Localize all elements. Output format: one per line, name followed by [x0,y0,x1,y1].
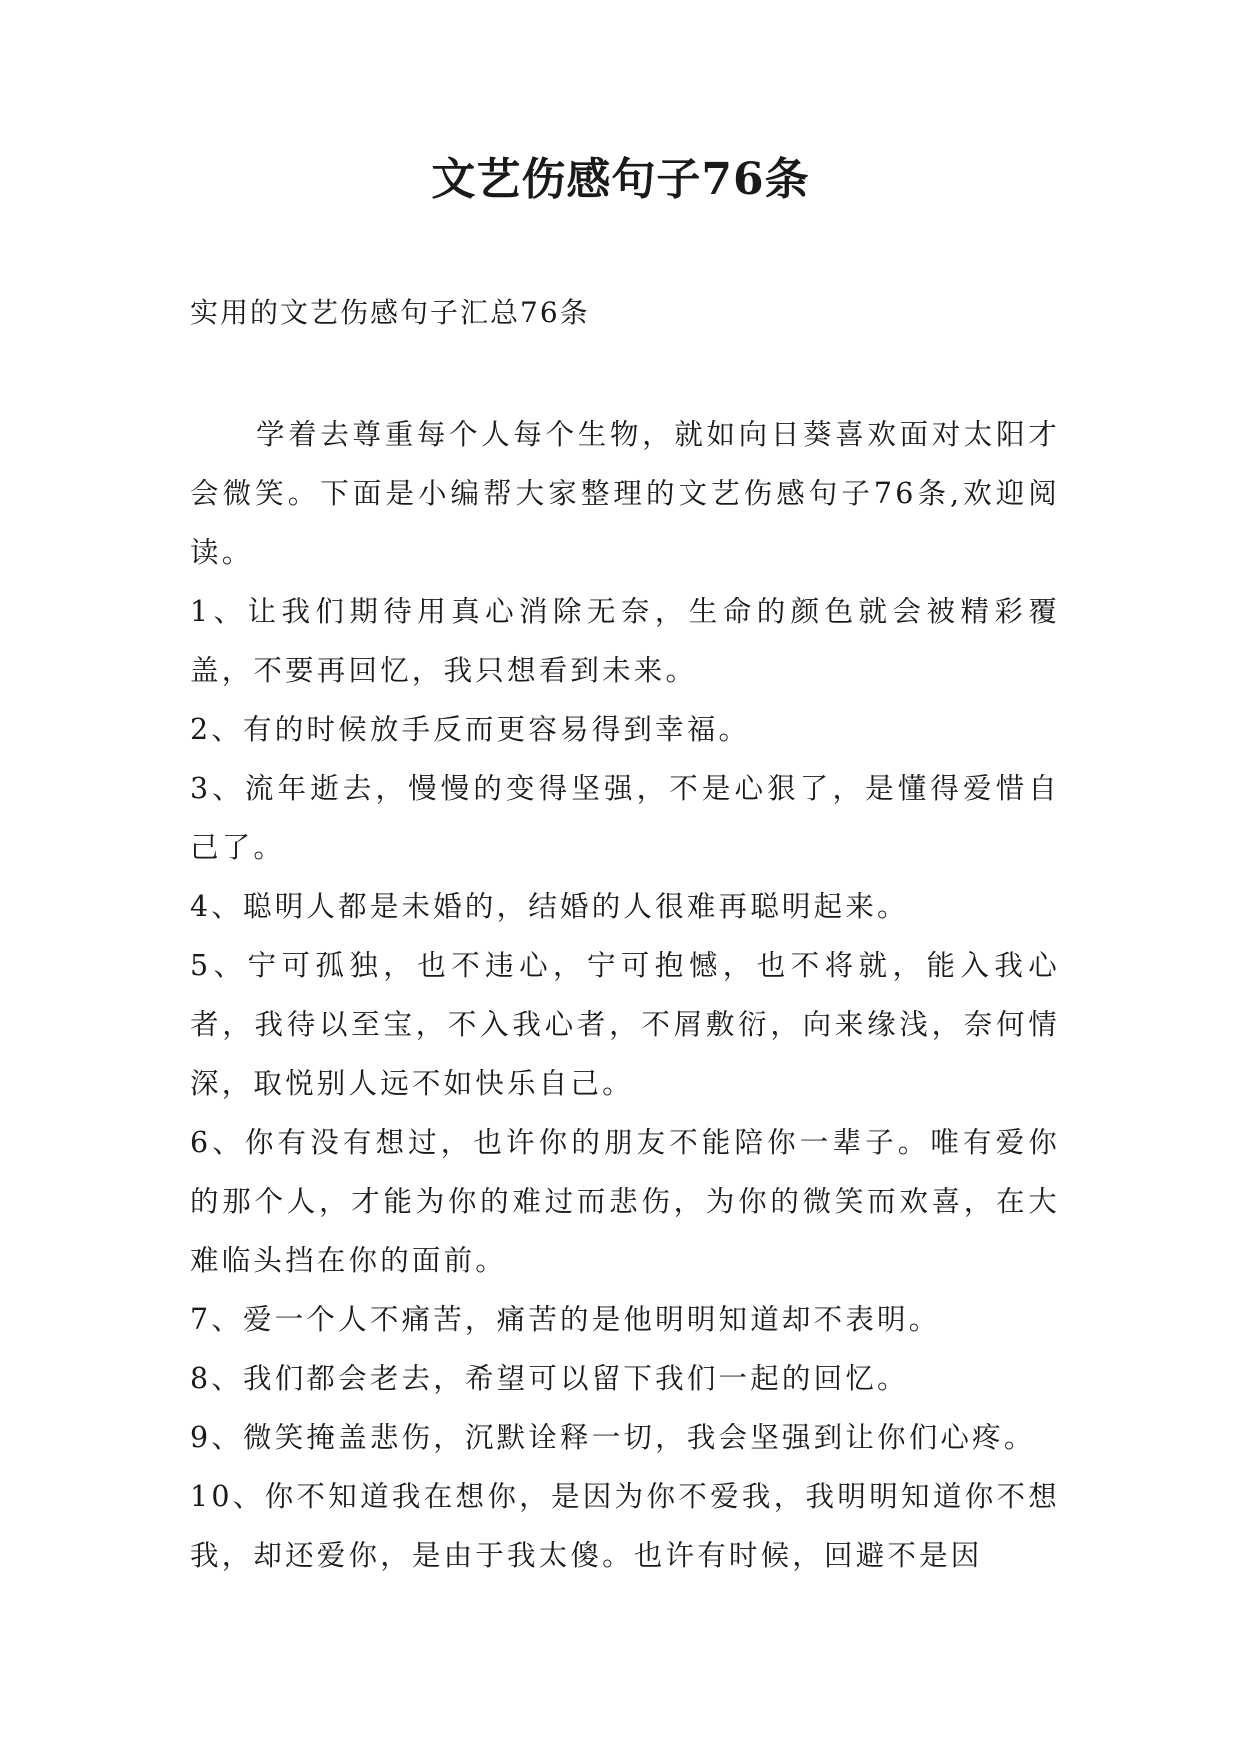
list-item: 8、我们都会老去，希望可以留下我们一起的回忆。 [190,1362,909,1395]
intro-paragraph: 学着去尊重每个人每个生物，就如向日葵喜欢面对太阳才会微笑。下面是小编帮大家整理的文艺伤感句子76条,欢迎阅读。 [190,418,1060,569]
list-item: 10、你不知道我在想你，是因为你不爱我，我明明知道你不想我，却还爱你，是由于我太傻。也许有时候，回避不是因 [190,1480,1060,1572]
list-item: 1、让我们期待用真心消除无奈，生命的颜色就会被精彩覆盖，不要再回忆，我只想看到未来。 [190,595,1060,687]
document-title: 文艺伤感句子76条 [431,154,810,205]
list-item: 4、聪明人都是未婚的，结婚的人很难再聪明起来。 [190,890,909,923]
list-item: 3、流年逝去，慢慢的变得坚强，不是心狠了，是懂得爱惜自己了。 [190,772,1060,864]
list-item: 5、宁可孤独，也不违心，宁可抱憾，也不将就，能入我心者，我待以至宝，不入我心者，不屑敷衍，向来缘浅，奈何情深，取悦别人远不如快乐自己。 [190,949,1060,1100]
document-body [190,405,1060,1585]
list-item: 9、微笑掩盖悲伤，沉默诠释一切，我会坚强到让你们心疼。 [190,1421,1036,1454]
document-subtitle: 实用的文艺伤感句子汇总76条 [190,296,590,329]
list-item: 7、爱一个人不痛苦，痛苦的是他明明知道却不表明。 [190,1303,941,1336]
list-item: 2、有的时候放手反而更容易得到幸福。 [190,713,751,746]
list-item: 6、你有没有想过，也许你的朋友不能陪你一辈子。唯有爱你的那个人，才能为你的难过而悲伤，为你的微笑而欢喜，在大难临头挡在你的面前。 [190,1126,1060,1277]
